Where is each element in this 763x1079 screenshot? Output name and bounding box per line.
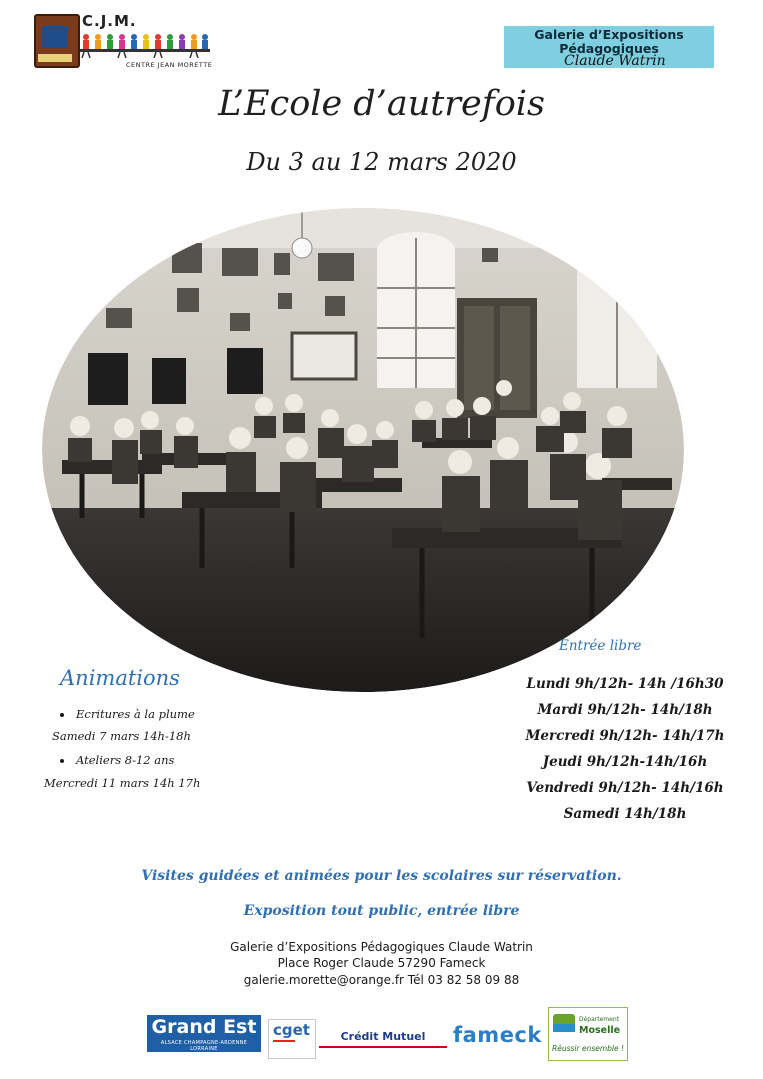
galerie-line3: Claude Watrin [564,53,666,69]
animation-item-2-label: Ateliers 8-12 ans [76,753,175,767]
moselle-dept: Département [579,1016,619,1023]
page-title: L’Ecole d’autrefois [218,84,545,124]
fameck-text: fameck [453,1023,542,1047]
schedule-line: Samedi 14h/18h [563,806,687,822]
galerie-logo [504,26,714,68]
fameck-logo [453,1023,542,1047]
credit-mutuel-text: Crédit Mutuel [340,1030,426,1043]
cjm-logo [34,12,214,74]
animation-item-1-date: Samedi 7 mars 14h-18h [52,729,191,743]
exposition-note: Exposition tout public, entrée libre [243,903,520,919]
moselle-slogan: Réussir ensemble ! [552,1044,624,1053]
address-line-1: Galerie d’Expositions Pédagogiques Claude Watrin [230,940,533,954]
contact-line: galerie.morette@orange.fr Tél 03 82 58 09 88 [243,973,520,987]
bullet-icon [60,713,64,717]
grand-est-logo [147,1015,261,1052]
cget-logo [268,1019,316,1059]
children-figures-icon [80,32,210,58]
cget-text: cget [273,1021,310,1039]
credit-mutuel-logo [319,1030,447,1050]
galerie-line1: Galerie d’Expositions [534,27,684,42]
book-icon [34,14,80,68]
exhibition-dates: Du 3 au 12 mars 2020 [246,148,517,176]
bullet-icon [60,759,64,763]
schedule-line: Mercredi 9h/12h- 14h/17h [525,728,725,744]
schedule-line: Lundi 9h/12h- 14h /16h30 [526,676,724,692]
animations-heading: Animations [60,666,180,690]
cjm-title: C.J.M. [82,12,137,30]
cjm-subtitle: CENTRE JEAN MORETTE [126,61,213,69]
schedule-line: Mardi 9h/12h- 14h/18h [537,702,713,718]
classroom-photo-drawing [42,208,684,692]
moselle-text: Moselle [579,1025,621,1036]
animation-item-1 [60,707,195,721]
schedule-line: Jeudi 9h/12h-14h/16h [542,754,708,770]
address-line-2: Place Roger Claude 57290 Fameck [277,956,486,970]
animation-item-2 [60,753,174,767]
grand-est-text: Grand Est [151,1016,257,1038]
classroom-photo [42,208,684,692]
entree-libre-heading: Entrée libre [559,638,642,654]
grand-est-subtitle: ALSACE CHAMPAGNE-ARDENNE LORRAINE [160,1040,248,1052]
moselle-logo [548,1007,628,1061]
animation-item-1-label: Ecritures à la plume [76,707,195,721]
visites-note: Visites guidées et animées pour les scolaires sur réservation. [141,868,622,884]
schedule-line: Vendredi 9h/12h- 14h/16h [526,780,724,796]
animation-item-2-date: Mercredi 11 mars 14h 17h [44,776,201,790]
galerie-line2: Pédagogiques [559,41,659,56]
